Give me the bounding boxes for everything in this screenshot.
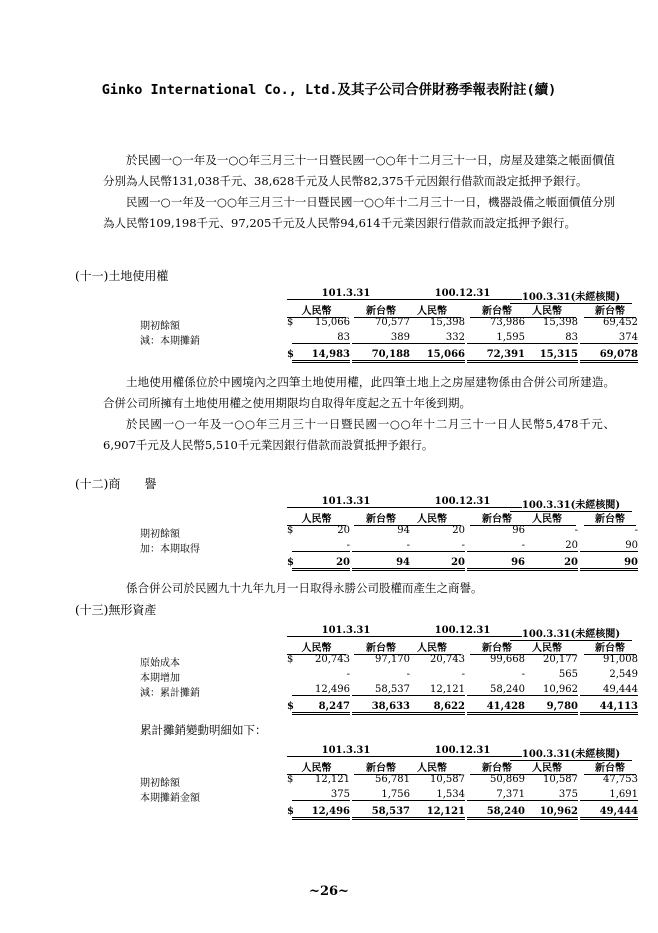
table-cell: 12,121 bbox=[315, 774, 350, 785]
table-cell: 70,577 bbox=[375, 317, 410, 328]
ntd-header: 新台幣 bbox=[584, 302, 636, 318]
total-row bbox=[140, 701, 640, 715]
table-row bbox=[140, 317, 640, 331]
rmb-header: 人民幣 bbox=[287, 302, 346, 318]
table-cell: 15,066 bbox=[315, 317, 350, 328]
dollar-sign: $ bbox=[287, 774, 294, 785]
table-row bbox=[140, 525, 640, 539]
table-cell: 2,549 bbox=[609, 669, 638, 680]
period-header: 101.3.31 bbox=[287, 496, 405, 508]
ntd-header: 新台幣 bbox=[470, 302, 524, 318]
table-cell: 69,452 bbox=[603, 317, 638, 328]
table-cell: 58,240 bbox=[467, 684, 525, 696]
rmb-header: 人民幣 bbox=[518, 639, 576, 655]
ntd-header: 新台幣 bbox=[584, 639, 636, 655]
dollar-sign: $ bbox=[287, 525, 294, 536]
total-cell: 72,391 bbox=[467, 349, 525, 363]
table-cell: 565 bbox=[558, 669, 578, 680]
dollar-sign: $ bbox=[287, 701, 294, 712]
table-cell: 20,177 bbox=[543, 654, 578, 665]
dollar-sign: $ bbox=[287, 806, 294, 817]
table-cell: - bbox=[467, 540, 525, 552]
ntd-header: 新台幣 bbox=[470, 639, 524, 655]
ntd-header: 新台幣 bbox=[470, 510, 524, 526]
dollar-sign: $ bbox=[287, 349, 294, 360]
paragraph-land-use: 土地使用權係位於中國境內之四筆土地使用權，此四筆土地上之房屋建物係由合併公司所建造。合併公司所擁有土地使用權之使用期限均自取得年度起之五十年後到期。 於民國一○一年及一○○年三月三十一日暨民國一○○年十二月三十一日人民幣5,478千元、6,907千元及人民幣5,510千元業因銀行借款而設質抵押予銀行。 bbox=[103, 372, 615, 456]
period-header: 100.3.31(未經核閱) bbox=[510, 288, 632, 304]
total-cell: 8,622 bbox=[407, 701, 465, 715]
ntd-header: 新台幣 bbox=[354, 759, 408, 775]
table-cell: 332 bbox=[407, 332, 465, 344]
table-cell: 7,371 bbox=[467, 789, 525, 801]
table-cell: 97,170 bbox=[375, 654, 410, 665]
total-cell: 96 bbox=[467, 557, 525, 571]
rmb-header: 人民幣 bbox=[287, 759, 346, 775]
total-cell: 8,247 bbox=[292, 701, 350, 715]
table-cell: 20 bbox=[452, 525, 465, 536]
row-label: 期初餘額 bbox=[140, 321, 180, 332]
table-row bbox=[140, 332, 640, 346]
table-cell: 91,008 bbox=[603, 654, 638, 665]
rmb-header: 人民幣 bbox=[518, 302, 576, 318]
rmb-header: 人民幣 bbox=[403, 639, 461, 655]
table-cell: 73,986 bbox=[490, 317, 525, 328]
table-cell: 15,398 bbox=[430, 317, 465, 328]
ntd-header: 新台幣 bbox=[470, 759, 524, 775]
dollar-sign: $ bbox=[287, 317, 294, 328]
paragraph-goodwill: 係合併公司於民國九十九年九月一日取得永勝公司股權而產生之商譽。 bbox=[126, 581, 483, 595]
paragraph-pledge: 於民國一○一年及一○○年三月三十一日暨民國一○○年十二月三十一日人民幣5,478千元、6,907千元及人民幣5,510千元業因銀行借款而設質抵押予銀行。 bbox=[103, 417, 615, 452]
table-cell: - bbox=[406, 669, 410, 680]
total-row bbox=[140, 806, 640, 820]
total-cell: 9,780 bbox=[520, 701, 578, 715]
table-cell: 10,587 bbox=[430, 774, 465, 785]
total-cell: 10,962 bbox=[520, 806, 578, 820]
table-cell: 83 bbox=[292, 332, 350, 344]
table-row bbox=[140, 654, 640, 668]
table-cell: 1,691 bbox=[580, 789, 638, 801]
total-row bbox=[140, 557, 640, 571]
row-label: 本期增加 bbox=[140, 673, 180, 684]
table-cell: - bbox=[634, 525, 638, 536]
table-cell: - bbox=[461, 669, 465, 680]
table-cell: 20,743 bbox=[315, 654, 350, 665]
section-intangible: (十三)無形資產 bbox=[75, 603, 157, 617]
table-cell: 1,595 bbox=[467, 332, 525, 344]
table-row bbox=[140, 684, 640, 698]
total-row bbox=[140, 349, 640, 363]
paragraph-amortization: 累計攤銷變動明細如下： bbox=[140, 723, 267, 737]
row-label: 減：累計攤銷 bbox=[140, 688, 200, 699]
table-cell: 58,537 bbox=[352, 684, 410, 696]
total-cell: 20 bbox=[292, 557, 350, 571]
table-cell: 20 bbox=[520, 540, 578, 552]
period-header: 101.3.31 bbox=[287, 625, 405, 637]
period-header: 100.3.31(未經核閱) bbox=[510, 625, 632, 641]
rmb-header: 人民幣 bbox=[403, 759, 461, 775]
total-cell: 70,188 bbox=[352, 349, 410, 363]
period-header: 101.3.31 bbox=[287, 745, 405, 757]
table-cell: 96 bbox=[512, 525, 525, 536]
ntd-header: 新台幣 bbox=[354, 510, 408, 526]
total-cell: 41,428 bbox=[467, 701, 525, 715]
table-cell: 20,743 bbox=[430, 654, 465, 665]
table-cell: - bbox=[346, 669, 350, 680]
period-header: 100.12.31 bbox=[403, 288, 522, 300]
table-cell: - bbox=[574, 525, 578, 536]
rmb-header: 人民幣 bbox=[287, 639, 346, 655]
row-label: 減：本期攤銷 bbox=[140, 336, 200, 347]
total-cell: 38,633 bbox=[352, 701, 410, 715]
period-header: 100.3.31(未經核閱) bbox=[510, 496, 632, 512]
ntd-header: 新台幣 bbox=[584, 510, 636, 526]
table-cell: 50,869 bbox=[490, 774, 525, 785]
period-header: 100.3.31(未經核閱) bbox=[510, 745, 632, 761]
table-cell: 1,534 bbox=[407, 789, 465, 801]
total-cell: 44,113 bbox=[580, 701, 638, 715]
total-cell: 94 bbox=[352, 557, 410, 571]
table-row bbox=[140, 789, 640, 803]
ntd-header: 新台幣 bbox=[584, 759, 636, 775]
table-cell: 375 bbox=[520, 789, 578, 801]
total-cell: 14,983 bbox=[292, 349, 350, 363]
table-cell: 15,398 bbox=[543, 317, 578, 328]
section-land-use-rights: (十一)土地使用權 bbox=[75, 269, 169, 283]
table-cell: 99,668 bbox=[490, 654, 525, 665]
period-header: 101.3.31 bbox=[287, 288, 405, 300]
row-label: 本期攤銷金額 bbox=[140, 793, 200, 804]
table-cell: 83 bbox=[520, 332, 578, 344]
total-cell: 49,444 bbox=[580, 806, 638, 820]
table-cell: - bbox=[292, 540, 350, 552]
table-cell: 1,756 bbox=[352, 789, 410, 801]
total-cell: 15,315 bbox=[520, 349, 578, 363]
rmb-header: 人民幣 bbox=[403, 302, 461, 318]
dollar-sign: $ bbox=[287, 557, 294, 568]
total-cell: 90 bbox=[580, 557, 638, 571]
table-cell: 10,962 bbox=[520, 684, 578, 696]
page-number: ~26~ bbox=[309, 884, 349, 899]
row-label: 期初餘額 bbox=[140, 778, 180, 789]
period-header: 100.12.31 bbox=[403, 745, 522, 757]
total-cell: 12,121 bbox=[407, 806, 465, 820]
section-goodwill: (十二)商 譽 bbox=[75, 477, 157, 491]
ntd-header: 新台幣 bbox=[354, 302, 408, 318]
table-cell: 10,587 bbox=[543, 774, 578, 785]
table-cell: 47,753 bbox=[603, 774, 638, 785]
paragraph-machinery: 民國一○一年及一○○年三月三十一日暨民國一○○年十二月三十一日，機器設備之帳面價值分別為人民幣109,198千元、97,205千元及人民幣94,614千元業因銀行借款而設定抵押予銀行。 bbox=[103, 195, 615, 230]
period-header: 100.12.31 bbox=[403, 496, 522, 508]
total-cell: 69,078 bbox=[580, 349, 638, 363]
table-cell: 12,121 bbox=[407, 684, 465, 696]
rmb-header: 人民幣 bbox=[403, 510, 461, 526]
rmb-header: 人民幣 bbox=[287, 510, 346, 526]
row-label: 加：本期取得 bbox=[140, 544, 200, 555]
total-cell: 12,496 bbox=[292, 806, 350, 820]
rmb-header: 人民幣 bbox=[518, 510, 576, 526]
ntd-header: 新台幣 bbox=[354, 639, 408, 655]
table-cell: 56,781 bbox=[375, 774, 410, 785]
total-cell: 20 bbox=[520, 557, 578, 571]
total-cell: 58,240 bbox=[467, 806, 525, 820]
total-cell: 58,537 bbox=[352, 806, 410, 820]
table-row bbox=[140, 669, 640, 683]
table-cell: 49,444 bbox=[580, 684, 638, 696]
table-cell: 389 bbox=[352, 332, 410, 344]
period-header: 100.12.31 bbox=[403, 625, 522, 637]
table-row bbox=[140, 774, 640, 788]
table-cell: - bbox=[407, 540, 465, 552]
table-cell: - bbox=[352, 540, 410, 552]
table-cell: - bbox=[521, 669, 525, 680]
paragraph-buildings: 於民國一○一年及一○○年三月三十一日暨民國一○○年十二月三十一日，房屋及建築之帳面價值分別為人民幣131,038千元、38,628千元及人民幣82,375千元因銀行借款而設定抵押予銀行。 民國一○一年及一○○年三月三十一日暨民國一○○年十二月三十一日，機器設備之帳面價值分別為人民幣109,198千元、97,205千元及人民幣94,614千元業因銀行借款而設定抵押予銀行。 bbox=[103, 150, 615, 234]
table-cell: 20 bbox=[337, 525, 350, 536]
dollar-sign: $ bbox=[287, 654, 294, 665]
page-title: Ginko International Co., Ltd.及其子公司合併財務季報表附註(續) bbox=[101, 82, 557, 98]
table-cell: 94 bbox=[397, 525, 410, 536]
total-cell: 15,066 bbox=[407, 349, 465, 363]
rmb-header: 人民幣 bbox=[518, 759, 576, 775]
table-cell: 90 bbox=[580, 540, 638, 552]
table-row bbox=[140, 540, 640, 554]
table-cell: 12,496 bbox=[292, 684, 350, 696]
table-cell: 374 bbox=[580, 332, 638, 344]
row-label: 期初餘額 bbox=[140, 529, 180, 540]
total-cell: 20 bbox=[407, 557, 465, 571]
table-cell: 375 bbox=[292, 789, 350, 801]
row-label: 原始成本 bbox=[140, 658, 180, 669]
